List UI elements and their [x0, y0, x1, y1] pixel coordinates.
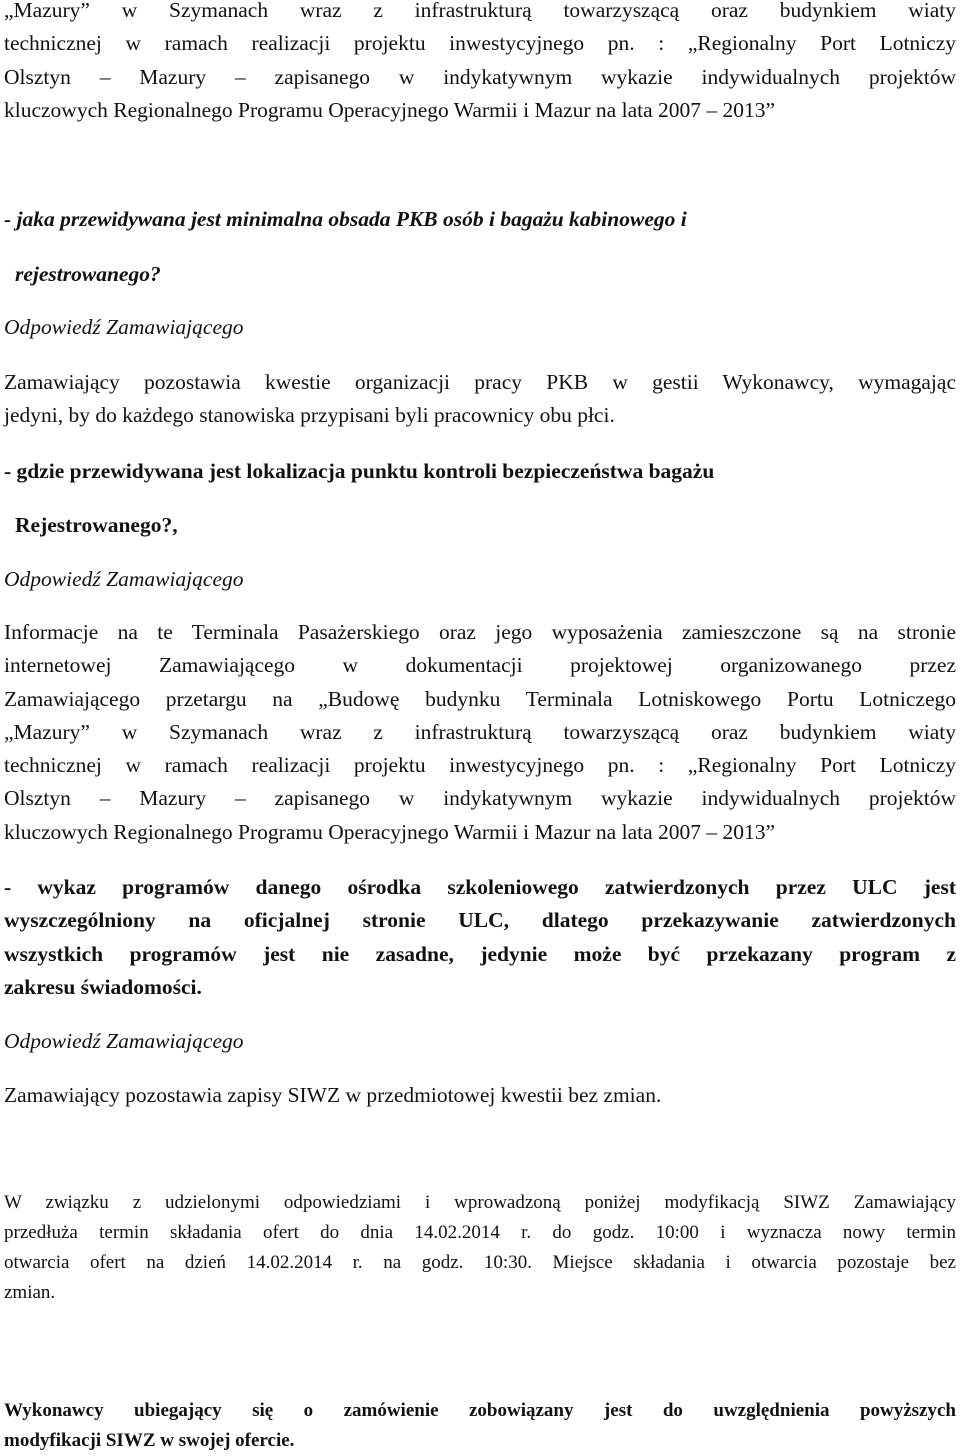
deadline-line: zmian.: [4, 1282, 56, 1303]
deadline-notice: [4, 1188, 956, 1308]
question-2-line-1: - gdzie przewidywana jest lokalizacja punktu kontroli bezpieczeństwa bagażu: [4, 459, 715, 483]
question-3-line: wyszczególniony na oficjalnej stronie ULC, dlatego przekazywanie zatwierdzonych: [4, 908, 956, 933]
closing-notice: [4, 1396, 956, 1456]
answer-1-label: Odpowiedź Zamawiającego: [4, 315, 244, 339]
answer-1-text: [4, 366, 956, 433]
question-1-continued: [4, 258, 956, 291]
answer-2-line: „Mazury” w Szymanach wraz z infrastrukturą towarzyszącą oraz budynkiem wiaty: [4, 719, 956, 744]
question-3-line: wszystkich programów jest nie zasadne, jedynie może być przekazany program z: [4, 941, 956, 966]
answer-1-line: jedyni, by do każdego stanowiska przypisani byli pracownicy obu płci.: [4, 403, 615, 428]
deadline-line: W związku z udzielonymi odpowiedziami i wprowadzoną poniżej modyfikacją SIWZ Zamawiający: [4, 1192, 956, 1213]
question-1-line-2: rejestrowanego?: [15, 262, 161, 286]
closing-line: modyfikacji SIWZ w swojej ofercie.: [4, 1430, 295, 1451]
answer-2-line: Zamawiającego przetargu na „Budowę budynku Terminala Lotniskowego Portu Lotniczego: [4, 686, 956, 711]
question-2: [4, 455, 956, 488]
question-3-line: zakresu świadomości.: [4, 974, 202, 999]
answer-2-text: [4, 616, 956, 849]
answer-3-text: Zamawiający pozostawia zapisy SIWZ w przedmiotowej kwestii bez zmian.: [4, 1083, 662, 1107]
question-3-line: - wykaz programów danego ośrodka szkoleniowego zatwierdzonych przez ULC jest: [4, 875, 956, 899]
answer-3-label: Odpowiedź Zamawiającego: [4, 1029, 244, 1053]
deadline-line: przedłuża termin składania ofert do dnia 14.02.2014 r. do godz. 10:00 i wyznacza nowy termin: [4, 1222, 956, 1243]
answer-2-line: Informacje na te Terminala Pasażerskiego oraz jego wyposażenia zamieszczone są na stronie: [4, 620, 956, 644]
question-2-continued: [4, 509, 956, 542]
answer-2-line: kluczowych Regionalnego Programu Operacyjnego Warmii i Mazur na lata 2007 – 2013”: [4, 819, 776, 844]
answer-2-line: technicznej w ramach realizacji projektu inwestycyjnego pn. : „Regionalny Port Lotniczy: [4, 753, 956, 778]
intro-line: technicznej w ramach realizacji projektu inwestycyjnego pn. : „Regionalny Port Lotniczy: [4, 31, 956, 56]
intro-paragraph: [4, 0, 956, 127]
answer-1-line: Zamawiający pozostawia kwestie organizacji pracy PKB w gestii Wykonawcy, wymagając: [4, 370, 956, 394]
answer-2-label: Odpowiedź Zamawiającego: [4, 567, 244, 591]
intro-line: „Mazury” w Szymanach wraz z infrastrukturą towarzyszącą oraz budynkiem wiaty: [4, 0, 956, 22]
intro-line: Olsztyn – Mazury – zapisanego w indykatywnym wykazie indywidualnych projektów: [4, 64, 956, 89]
answer-2-line: Olsztyn – Mazury – zapisanego w indykatywnym wykazie indywidualnych projektów: [4, 786, 956, 811]
question-2-line-2: Rejestrowanego?,: [15, 513, 178, 537]
closing-line: Wykonawcy ubiegający się o zamówienie zobowiązany jest do uwzględnienia powyższych: [4, 1400, 956, 1421]
intro-line: kluczowych Regionalnego Programu Operacyjnego Warmii i Mazur na lata 2007 – 2013”: [4, 97, 776, 122]
deadline-line: otwarcia ofert na dzień 14.02.2014 r. na godz. 10:30. Miejsce składania i otwarcia pozostaje bez: [4, 1252, 956, 1273]
question-3: [4, 871, 956, 1004]
answer-2-line: internetowej Zamawiającego w dokumentacji projektowej organizowanego przez: [4, 653, 956, 678]
question-1: [4, 203, 956, 236]
question-1-line-1: - jaka przewidywana jest minimalna obsada PKB osób i bagażu kabinowego i: [4, 207, 687, 231]
